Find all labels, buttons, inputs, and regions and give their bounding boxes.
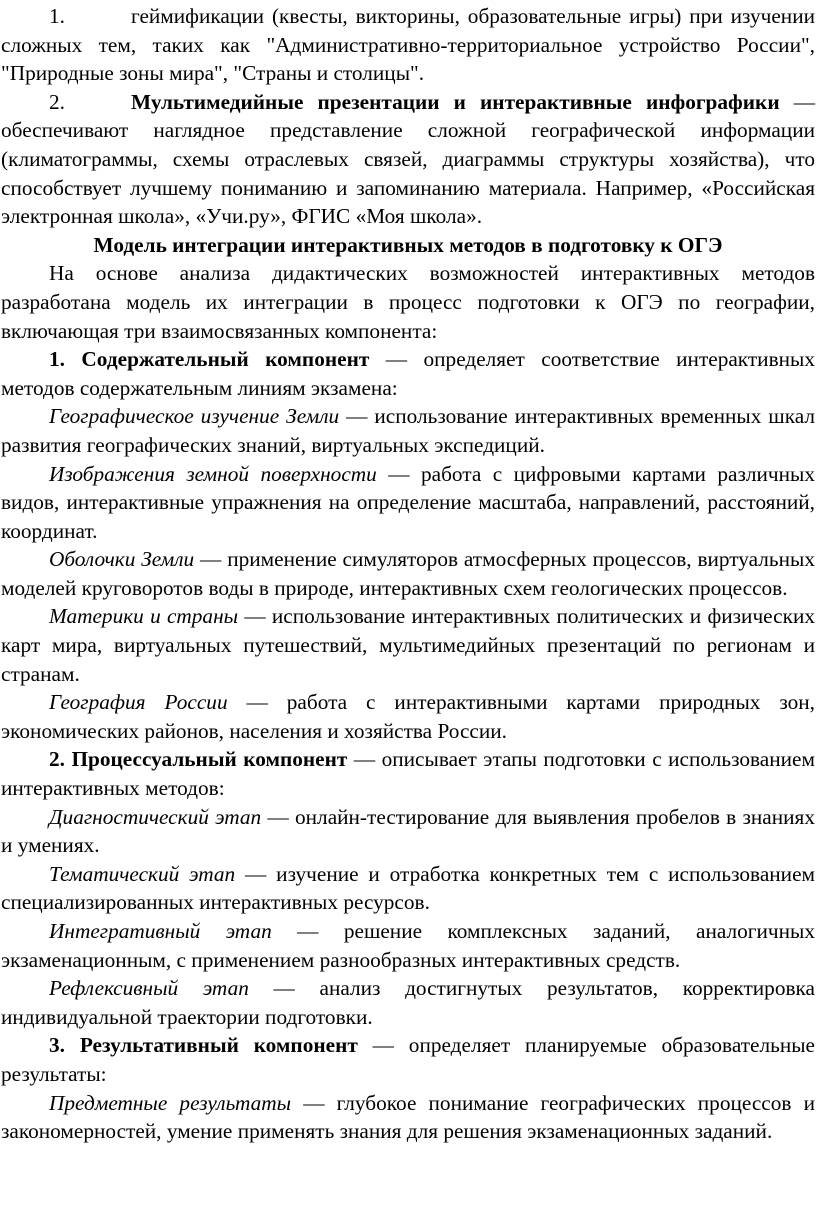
stage-paragraph — [1, 917, 815, 974]
list-item-text: геймификации (квесты, викторины, образовательные игры) при изучении сложных тем, таких как "Административно-территориальное устройство России", "Природные зоны мира", "Страны и столицы". — [1, 4, 815, 86]
item-term: Материки и страны — [49, 604, 239, 629]
item-text: — анализ достигнутых результатов, корректировка индивидуальной траектории подготовки. — [1, 976, 815, 1029]
component-3-paragraph — [1, 1031, 815, 1088]
content-line-paragraph — [1, 688, 815, 745]
item-text: — онлайн-тестирование для выявления пробелов в знаниях и умениях. — [1, 804, 815, 858]
list-number: 2. — [49, 89, 65, 114]
item-term: Диагностический этап — [49, 804, 262, 829]
component-text: — определяет соответствие интерактивных методов содержательным линиям экзамена: — [1, 347, 815, 400]
list-number: 1. — [49, 4, 65, 28]
component-2-paragraph — [1, 745, 815, 802]
list-item-bold-term: Мультимедийные презентации и интерактивные инфографики — [131, 89, 780, 114]
result-paragraph — [1, 1089, 815, 1146]
section-heading: Модель интеграции интерактивных методов в подготовку к ОГЭ — [93, 232, 723, 257]
component-text: — определяет планируемые образовательные результаты: — [1, 1033, 815, 1086]
item-text: — использование интерактивных временных шкал развития географических знаний, виртуальных экспедиций. — [1, 404, 815, 457]
item-text: — глубокое понимание географических процессов и закономерностей, умение применять знания для решения экзаменационных заданий. — [1, 1090, 815, 1144]
item-text: — применение симуляторов атмосферных процессов, виртуальных моделей круговоротов воды в природе, интерактивных схем геологических процессов. — [1, 547, 815, 600]
component-1-paragraph — [1, 345, 815, 402]
item-term: Интегративный этап — [49, 919, 272, 943]
item-term: Оболочки Земли — [49, 547, 195, 572]
component-title: 1. Содержательный компонент — [49, 347, 370, 372]
component-title: 3. Результативный компонент — [49, 1033, 358, 1058]
item-term: Предметные результаты — [49, 1090, 292, 1115]
item-text: — работа с интерактивными картами природных зон, экономических районов, населения и хозяйства России. — [1, 690, 815, 743]
list-item-1 — [1, 2, 815, 88]
stage-paragraph — [1, 803, 815, 860]
stage-paragraph — [1, 860, 815, 917]
component-text: — описывает этапы подготовки с использованием интерактивных методов: — [1, 747, 815, 801]
content-line-paragraph — [1, 545, 815, 602]
item-term: Тематический этап — [49, 861, 236, 886]
item-text: — решение комплексных заданий, аналогичных экзаменационным, с применением разнообразных интерактивных средств. — [1, 919, 815, 972]
item-text: — изучение и отработка конкретных тем с использованием специализированных интерактивных ресурсов. — [1, 861, 815, 915]
item-term: Географическое изучение Земли — [49, 404, 340, 429]
item-term: Рефлексивный этап — [49, 976, 249, 1001]
list-item-2 — [1, 88, 815, 231]
content-line-paragraph — [1, 402, 815, 459]
component-title: 2. Процессуальный компонент — [49, 747, 348, 772]
item-term: Изображения земной поверхности — [49, 461, 377, 486]
content-line-paragraph — [1, 460, 815, 546]
stage-paragraph — [1, 974, 815, 1031]
content-line-paragraph — [1, 602, 815, 688]
item-text: — использование интерактивных политических и физических карт мира, виртуальных путешествий, мультимедийных презентаций по регионам и странам. — [1, 604, 815, 686]
item-term: География России — [49, 690, 228, 715]
item-text: — работа с цифровыми картами различных видов, интерактивные упражнения на определение масштаба, направлений, расстояний, координат. — [1, 461, 815, 543]
list-item-text: — обеспечивают наглядное представление сложной географической информации (климатограммы, схемы отраслевых связей, диаграммы структуры хозяйства), что способствует лучшему пониманию и запоминанию материала. Например, «Российская электронная школа», «Учи.ру», ФГИС «Моя школа». — [1, 89, 815, 229]
intro-paragraph: На основе анализа дидактических возможностей интерактивных методов разработана модель их интеграции в процесс подготовки к ОГЭ по географии, включающая три взаимосвязанных компонента: — [1, 261, 815, 343]
